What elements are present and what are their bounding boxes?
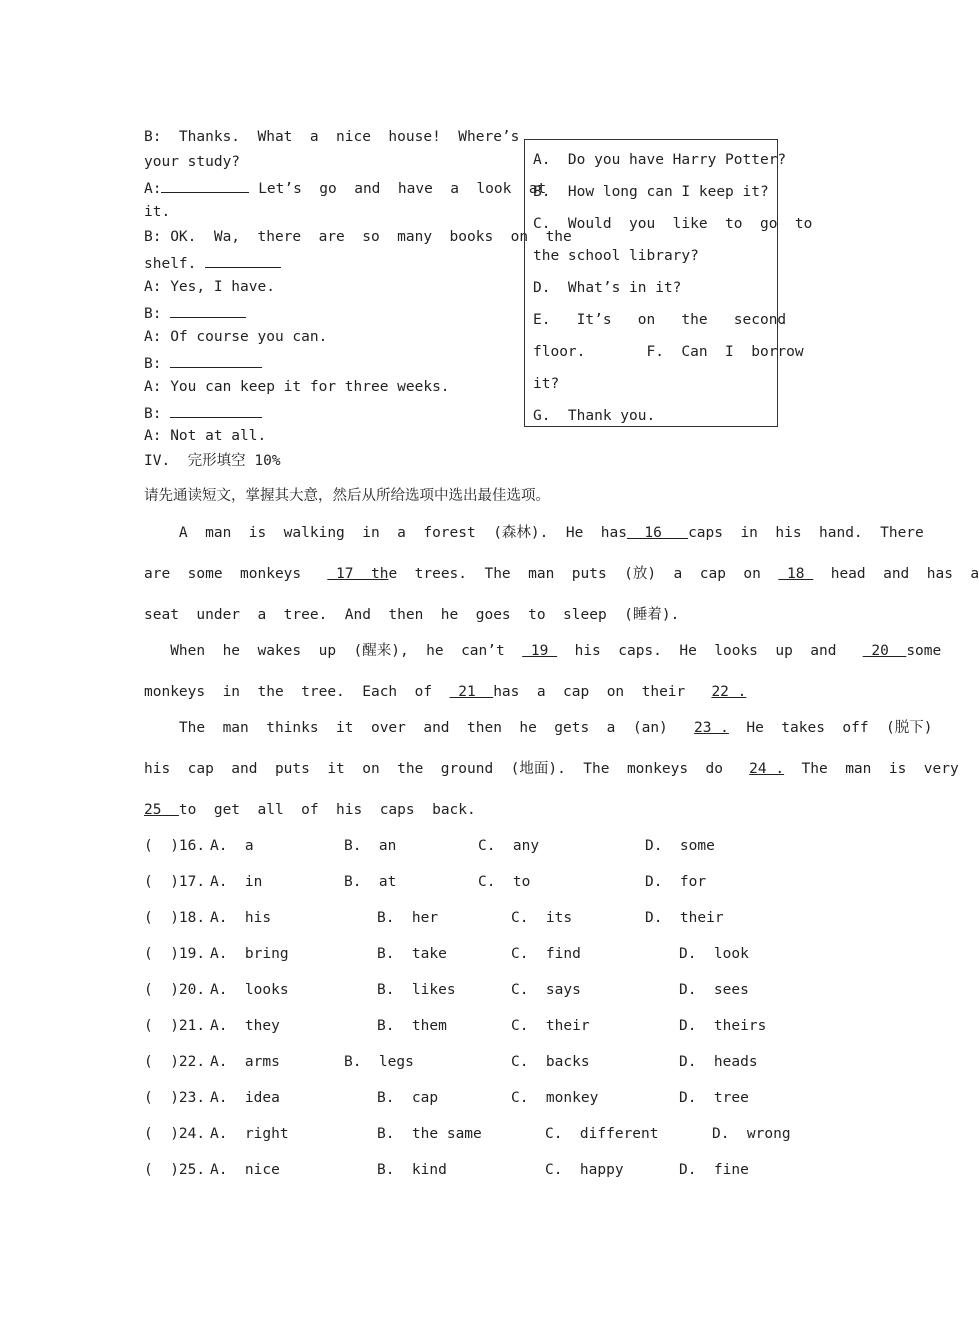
choice-b[interactable]: B. take [377,946,447,962]
passage-text: are some monkeys [144,566,328,582]
passage-text: head and has a [813,566,979,582]
question-number[interactable]: ( )16. [144,838,206,854]
passage-text: The man is very [784,761,959,777]
option-b: B. How long can I keep it? [533,184,769,200]
speaker-label: B: [144,306,162,322]
answer-blank[interactable] [170,352,262,368]
choice-a[interactable]: A. in [210,874,263,890]
choice-b[interactable]: B. cap [377,1090,439,1106]
passage-line-3: seat under a tree. And then he goes to sleep (睡着). [144,607,680,623]
choice-b[interactable]: B. the same [377,1126,482,1142]
choice-c[interactable]: C. says [511,982,581,998]
choice-a[interactable]: A. nice [210,1162,280,1178]
answer-options-box [524,139,813,427]
passage-line-6 [144,718,933,738]
dialogue-line-6: A: Of course you can. [144,329,328,345]
choice-d[interactable]: D. some [645,838,715,854]
dialogue-line-7 [144,352,262,374]
choice-d[interactable]: D. for [645,874,707,890]
choice-b[interactable]: B. an [344,838,397,854]
choice-c[interactable]: C. different [545,1126,659,1142]
choice-b[interactable]: B. likes [377,982,456,998]
blank-18[interactable]: 18 [778,566,814,582]
choice-c[interactable]: C. monkey [511,1090,599,1106]
blank-19[interactable]: 19 [522,643,558,659]
option-e-f-line: floor. F. Can I borrow [533,344,804,360]
passage-text: monkeys in the tree. Each of [144,684,450,700]
speaker-label: B: [144,356,162,372]
passage-text: has a cap on their [493,684,712,700]
choice-d[interactable]: D. wrong [712,1126,791,1142]
blank-21[interactable]: 21 [449,684,494,700]
option-d: D. What’s in it? [533,280,682,296]
choice-a[interactable]: A. right [210,1126,289,1142]
question-row [144,1052,824,1072]
question-row [144,836,824,856]
passage-text: He takes off (脱下) [728,720,933,736]
choice-a[interactable]: A. bring [210,946,289,962]
dialogue-line-8: A: You can keep it for three weeks. [144,379,450,395]
passage-text: When he wakes up (醒来), he can’t [144,643,523,659]
passage-line-4 [144,641,941,661]
blank-25[interactable]: 25 [144,802,179,818]
section-instruction: 请先通读短文，掌握其大意，然后从所给选项中选出最佳选项。 [144,488,550,504]
choice-c[interactable]: C. to [478,874,531,890]
passage-line-2 [144,564,979,584]
question-number[interactable]: ( )25. [144,1162,206,1178]
choice-d[interactable]: D. sees [679,982,749,998]
question-number[interactable]: ( )21. [144,1018,206,1034]
choice-d[interactable]: D. tree [679,1090,749,1106]
question-row [144,1016,824,1036]
question-row [144,872,824,892]
blank-23[interactable]: 23 . [693,720,729,736]
choice-a[interactable]: A. a [210,838,254,854]
passage-text: The man thinks it over and then he gets a (an) [144,720,694,736]
dialogue-line-2 [144,177,546,199]
option-c-line2: the school library? [533,248,699,264]
answer-blank[interactable] [161,177,249,193]
passage-text: his caps. He looks up and [557,643,863,659]
choice-c[interactable]: C. find [511,946,581,962]
dialogue-line-2c: it. [144,204,171,220]
choice-d[interactable]: D. theirs [679,1018,767,1034]
choice-c[interactable]: C. their [511,1018,590,1034]
choice-a[interactable]: A. looks [210,982,289,998]
choice-c[interactable]: C. happy [545,1162,624,1178]
choice-b[interactable]: B. her [377,910,439,926]
passage-text: A man is walking in a forest (森林). He has [144,525,627,541]
question-number[interactable]: ( )22. [144,1054,206,1070]
answer-blank[interactable] [170,302,246,318]
question-number[interactable]: ( )19. [144,946,206,962]
question-number[interactable]: ( )23. [144,1090,206,1106]
question-row [144,944,824,964]
option-e-line1: E. It’s on the second [533,312,787,328]
passage-line-1 [144,523,924,543]
option-a: A. Do you have Harry Potter? [533,152,787,168]
choice-b[interactable]: B. them [377,1018,447,1034]
answer-blank[interactable] [205,252,281,268]
blank-24[interactable]: 24 . [749,761,785,777]
dialogue-line-9 [144,402,262,424]
dialogue-line-3b [144,252,281,274]
choice-a[interactable]: A. his [210,910,272,926]
dialogue-line-5 [144,302,246,324]
dialogue-line-4: A: Yes, I have. [144,279,275,295]
passage-text: his cap and puts it on the ground (地面). The monkeys do [144,761,750,777]
question-number[interactable]: ( )18. [144,910,206,926]
choice-b[interactable]: B. kind [377,1162,447,1178]
option-c-line1: C. Would you like to go to [533,216,813,232]
speaker-label: A: [144,181,162,197]
passage-line-8 [144,800,476,820]
option-g: G. Thank you. [533,408,656,424]
choice-c[interactable]: C. any [478,838,540,854]
passage-text: to get all of his caps back. [178,802,476,818]
choice-a[interactable]: A. idea [210,1090,280,1106]
blank-17[interactable]: 17 th [327,566,389,582]
answer-blank[interactable] [170,402,262,418]
question-number[interactable]: ( )20. [144,982,206,998]
choice-d[interactable]: D. heads [679,1054,758,1070]
choice-b[interactable]: B. at [344,874,397,890]
speaker-label: B: [144,406,162,422]
blank-16[interactable]: 16 [626,525,689,541]
choice-b[interactable]: B. legs [344,1054,414,1070]
blank-22[interactable]: 22 . [711,684,747,700]
passage-text: e trees. The man puts (放) a cap on [388,566,779,582]
choice-a[interactable]: A. arms [210,1054,280,1070]
dialogue-line-10: A: Not at all. [144,428,267,444]
question-number[interactable]: ( )17. [144,874,206,890]
dialogue-text: shelf. [144,256,197,272]
dialogue-line-1b: your study? [144,154,241,170]
option-f-line2: it? [533,376,560,392]
question-row [144,1124,824,1144]
choice-d[interactable]: D. fine [679,1162,749,1178]
choice-c[interactable]: C. backs [511,1054,590,1070]
blank-20[interactable]: 20 [862,643,907,659]
passage-line-5 [144,682,746,702]
choice-d[interactable]: D. look [679,946,749,962]
dialogue-line-3a: B: OK. Wa, there are so many books on the [144,229,572,245]
question-row [144,980,824,1000]
question-row [144,1088,824,1108]
question-number[interactable]: ( )24. [144,1126,206,1142]
choice-d[interactable]: D. their [645,910,724,926]
passage-text: some [906,643,942,659]
passage-text: caps in his hand. There [688,525,924,541]
dialogue-text: Let’s go and have a look at [249,181,547,197]
question-row [144,908,824,928]
choice-c[interactable]: C. its [511,910,573,926]
question-row [144,1160,824,1180]
passage-line-7 [144,759,959,779]
section-title: IV. 完形填空 10% [144,453,281,469]
dialogue-line-1a: B: Thanks. What a nice house! Where’s [144,129,520,145]
choice-a[interactable]: A. they [210,1018,280,1034]
